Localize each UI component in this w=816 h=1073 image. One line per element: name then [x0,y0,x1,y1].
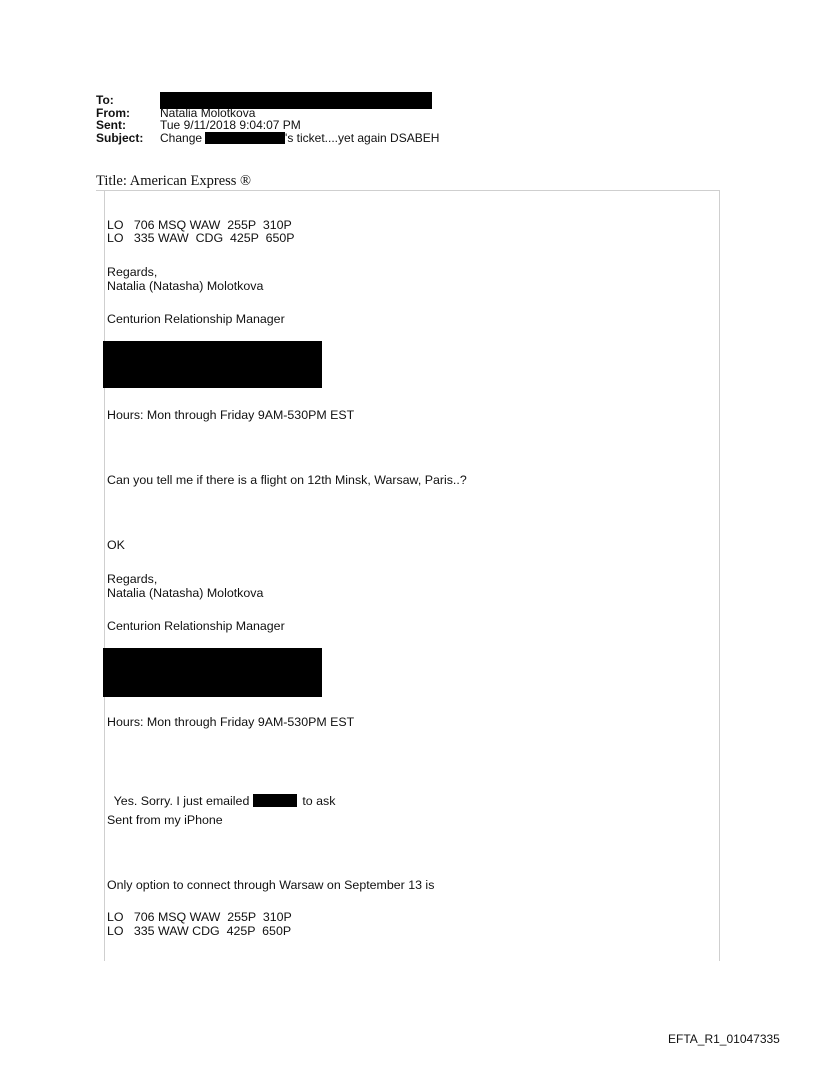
signature-redaction-2 [103,648,322,697]
signature-name-2: Natalia (Natasha) Molotkova [107,586,264,600]
subject-prefix: Change [160,130,203,145]
sent-value: Tue 9/11/2018 9:04:07 PM [160,118,301,133]
sent-label: Sent: [96,118,126,133]
flight1-line2: LO 335 WAW CDG 425P 650P [107,231,295,245]
signature-redaction-1 [103,341,322,388]
signature-role-2: Centurion Relationship Manager [107,619,285,633]
reply-prefix: Yes. Sorry. I just emailed [113,794,250,808]
subject-label: Subject: [96,130,144,145]
from-label: From: [96,105,130,120]
title-line: Title: American Express ® [96,173,252,189]
subject-redaction [205,132,285,144]
reply-line [107,780,335,808]
sent-row [96,119,439,132]
regards-1: Regards, [107,265,158,279]
to-row [96,94,439,107]
reply-redaction [253,794,297,807]
email-header [96,94,439,144]
document-id: EFTA_R1_01047335 [668,1032,780,1046]
hours-1: Hours: Mon through Friday 9AM-530PM EST [107,408,355,422]
subject-row [96,132,439,145]
reply-suffix: to ask [302,794,336,808]
option-text: Only option to connect through Warsaw on September 13 is [107,878,435,892]
hours-2: Hours: Mon through Friday 9AM-530PM EST [107,715,355,729]
from-value: Natalia Molotkova [160,105,256,120]
flight2-line1: LO 706 MSQ WAW 255P 310P [107,910,292,924]
sent-from-iphone: Sent from my iPhone [107,813,223,827]
flight1-line1: LO 706 MSQ WAW 255P 310P [107,218,292,232]
regards-2: Regards, [107,572,158,586]
message-body-frame [104,191,720,961]
signature-role-1: Centurion Relationship Manager [107,312,285,326]
ok-text: OK [107,538,125,552]
subject-suffix: 's ticket....yet again DSABEH [285,130,440,145]
question-text: Can you tell me if there is a flight on 12th Minsk, Warsaw, Paris..? [107,473,467,487]
signature-name-1: Natalia (Natasha) Molotkova [107,279,264,293]
flight2-line2: LO 335 WAW CDG 425P 650P [107,924,292,938]
to-label: To: [96,93,114,107]
